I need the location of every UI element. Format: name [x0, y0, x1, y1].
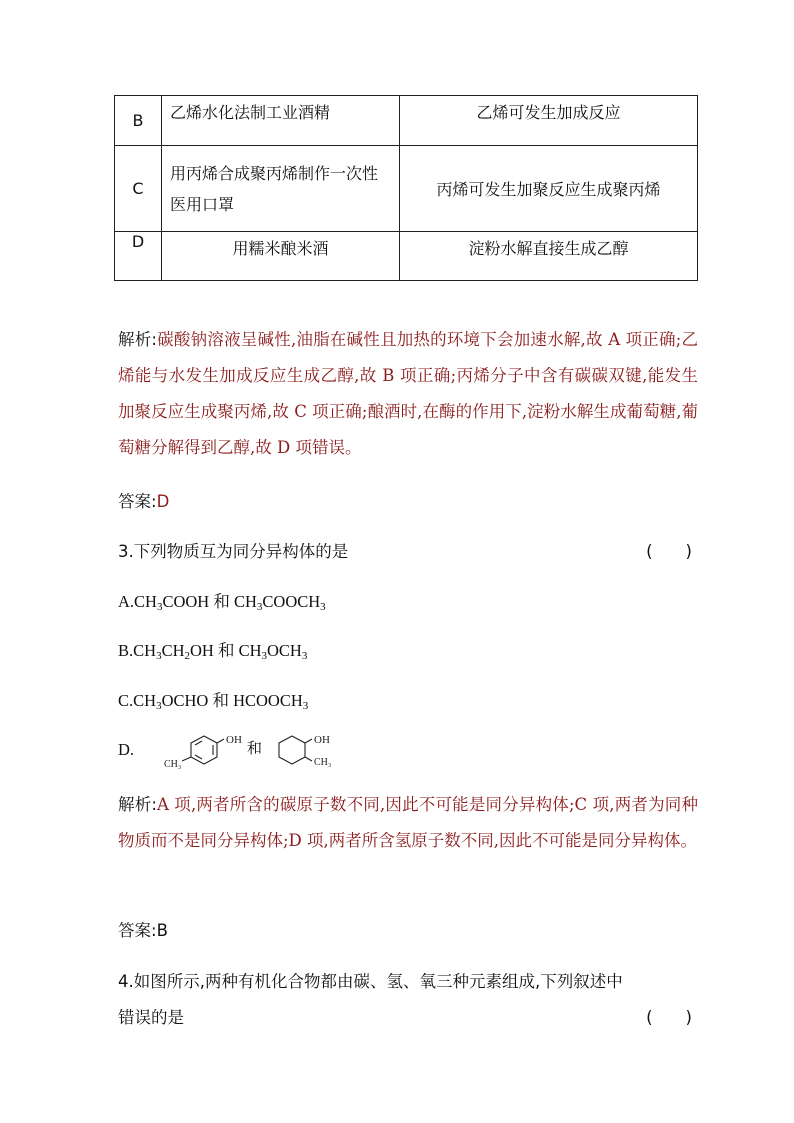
principle-cell: 乙烯可发生加成反应	[400, 96, 698, 146]
principle-cell: 丙烯可发生加聚反应生成聚丙烯	[400, 146, 698, 232]
answer-bracket: ( )	[646, 1008, 692, 1027]
answer-label: 答案:	[118, 921, 157, 940]
option-prefix: C.	[118, 691, 134, 710]
answer-value: B	[156, 921, 168, 940]
explanation-label: 解析:	[118, 795, 157, 814]
practice-cell: 用丙烯合成聚丙烯制作一次性医用口罩	[162, 146, 400, 232]
and-word: 和	[213, 592, 230, 611]
option-letter: D	[115, 232, 162, 281]
explanation-2	[118, 787, 698, 859]
and-word: 和	[247, 739, 263, 757]
practice-cell: 乙烯水化法制工业酒精	[162, 96, 400, 146]
explanation-label: 解析:	[118, 330, 157, 349]
table-row	[115, 96, 698, 146]
options-table	[114, 95, 698, 281]
explanation-text: A 项,两者所含的碳原子数不同,因此不可能是同分异构体;C 项,两者为同种物质而不是同分异构体;D 项,两者所含氢原子数不同,因此不可能是同分异构体。	[118, 795, 698, 850]
cyclohexanol-structure	[279, 736, 312, 764]
question-text-line1: 4.如图所示,两种有机化合物都由碳、氢、氧三种元素组成,下列叙述中	[118, 972, 623, 991]
oh-label: OH	[226, 734, 242, 746]
option-prefix: A.	[118, 592, 135, 611]
option-prefix: B.	[118, 641, 134, 660]
ch3-label: CH₃	[314, 757, 332, 768]
option-letter: B	[115, 96, 162, 146]
question-3	[118, 538, 698, 562]
and-word: 和	[212, 691, 229, 710]
explanation-text: 碳酸钠溶液呈碱性,油脂在碱性且加热的环境下会加速水解,故 A 项正确;乙烯能与水发生加成反应生成乙醇,故 B 项正确;丙烯分子中含有碳碳双键,能发生加聚反应生成聚丙烯,故 C 项正确;酿酒时,在酶的作用下,淀粉水解生成葡萄糖,葡萄糖分解得到乙醇,故 D 项错误。	[118, 330, 698, 457]
answer-2	[118, 917, 698, 941]
table-row	[115, 232, 698, 281]
ch3-label: CH₃	[164, 759, 182, 770]
option-d	[118, 730, 698, 774]
question-text: 3.下列物质互为同分异构体的是	[118, 542, 349, 561]
option-a: $A.CH_3COOH$ 和 $CH_3COOCH_3$	[118, 592, 326, 613]
oh-label: OH	[314, 734, 330, 746]
and-word: 和	[217, 641, 235, 660]
option-c: $C.CH_3OCHO$ 和 $HCOOCH_3$	[118, 691, 309, 712]
option-letter: C	[115, 146, 162, 232]
explanation-1	[118, 322, 698, 466]
principle-cell: 淀粉水解直接生成乙醇	[400, 232, 698, 281]
answer-1	[118, 488, 698, 512]
option-b: $B.CH_3CH_2OH$ 和 $CH_3OCH_3$	[118, 641, 308, 662]
question-text-line2: 错误的是	[118, 1008, 184, 1027]
practice-cell: 用糯米酿米酒	[162, 232, 400, 281]
answer-value: D	[156, 492, 170, 511]
structure-drawings	[142, 730, 382, 774]
cresol-structure	[182, 736, 224, 764]
answer-bracket: ( )	[646, 542, 692, 561]
question-4	[118, 964, 698, 1036]
answer-label: 答案:	[118, 492, 157, 511]
option-prefix: D.	[118, 740, 135, 759]
table-row	[115, 146, 698, 232]
